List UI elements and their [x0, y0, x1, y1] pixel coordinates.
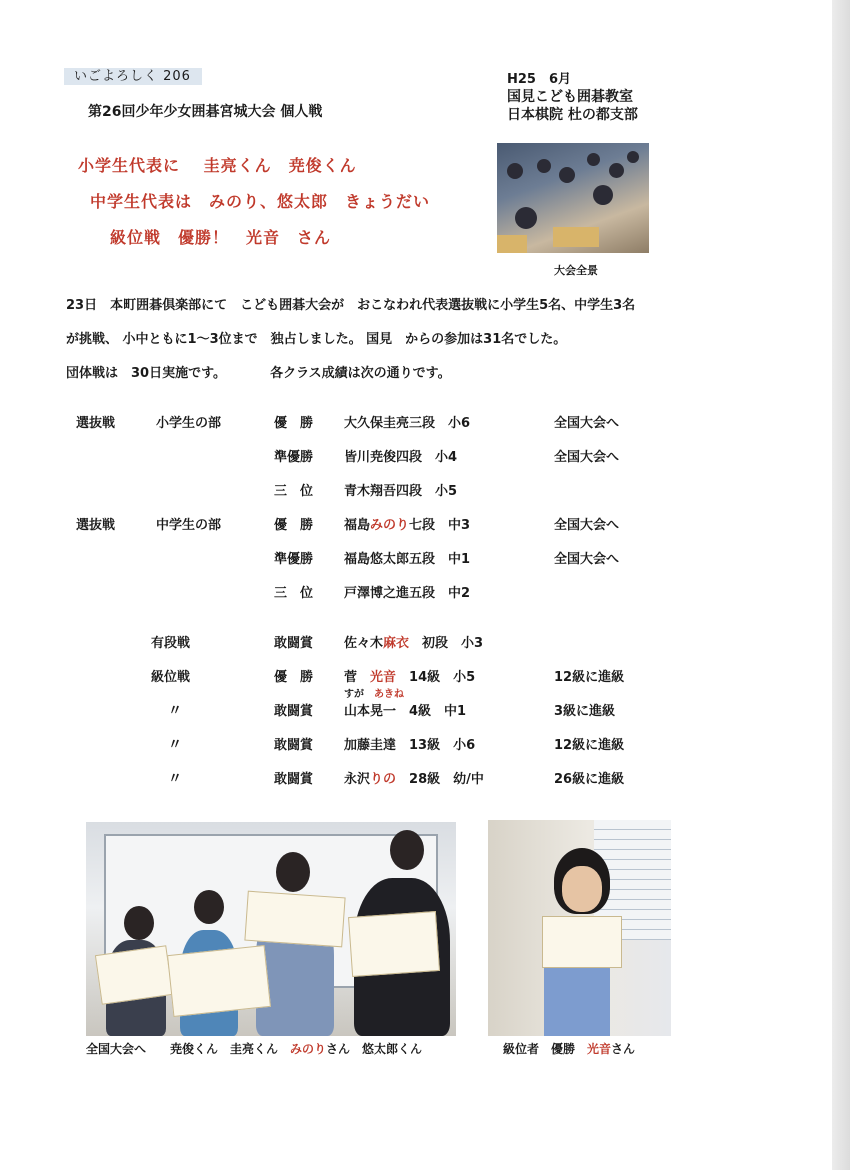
rank: 優 勝 [274, 518, 314, 533]
name-highlight: りの [370, 772, 397, 787]
results-row [0, 734, 850, 752]
rank: 敢闘賞 [274, 772, 314, 787]
advancement-note: 全国大会へ [554, 450, 620, 465]
name-part: 14級 小5 [396, 670, 476, 685]
results-row [0, 632, 850, 650]
ditto-mark: 〃 [168, 703, 182, 719]
results-row [0, 666, 850, 684]
advancement-note: 12級に進級 [554, 670, 625, 685]
name-reading [344, 685, 404, 700]
category-label: 選抜戦 [76, 518, 116, 533]
results-row [0, 768, 850, 786]
issue-date: H25 6月 [507, 72, 572, 87]
ditto-mark: 〃 [168, 771, 182, 787]
name-part: 28級 幼/中 [396, 772, 484, 787]
player-name: 大久保圭亮三段 小6 [344, 416, 471, 431]
rank: 優 勝 [274, 416, 314, 431]
caption-part: さん [611, 1042, 636, 1056]
advancement-note: 全国大会へ [554, 416, 620, 431]
player-name [344, 768, 484, 787]
advancement-note: 全国大会へ [554, 552, 620, 567]
rank: 準優勝 [274, 552, 314, 567]
ditto-mark: 〃 [168, 737, 182, 753]
report-paragraph-line-1: 23日 本町囲碁倶楽部にて こども囲碁大会が おこなわれ代表選抜戦に小学生5名、中学生3名 [66, 298, 636, 313]
player-name: 加藤圭達 13級 小6 [344, 738, 476, 753]
caption-highlight: みのり [290, 1042, 327, 1056]
national-qualifiers-photo [86, 822, 456, 1036]
results-row [0, 700, 850, 718]
kyu-winner-photo [488, 820, 671, 1036]
surname-reading: すが [344, 689, 364, 700]
player-name [344, 666, 475, 685]
organization-line-1: 国見こども囲碁教室 [507, 89, 633, 105]
tournament-hall-photo [497, 143, 649, 253]
results-row [0, 548, 850, 566]
name-part: 永沢 [344, 772, 371, 787]
headline-junior-high: 中学生代表は みのり、悠太郎 きょうだい [90, 192, 431, 211]
advancement-note: 26級に進級 [554, 772, 625, 787]
player-name: 戸澤博之進五段 中2 [344, 586, 471, 601]
rank: 三 位 [274, 484, 314, 499]
rank: 敢闘賞 [274, 704, 314, 719]
event-subtitle: 第26回少年少女囲碁宮城大会 個人戦 [88, 104, 323, 120]
issue-tag: いごよろしく 206 [64, 68, 202, 85]
results-row [0, 480, 850, 498]
rank: 優 勝 [274, 670, 314, 685]
results-row [0, 582, 850, 600]
caption-part: 級位者 優勝 [503, 1042, 588, 1056]
results-row [0, 514, 850, 532]
organization-line-2: 日本棋院 杜の都支部 [507, 107, 638, 123]
player-name: 福島悠太郎五段 中1 [344, 552, 471, 567]
headline-elementary: 小学生代表に 圭亮くん 尭俊くん [78, 156, 357, 175]
division-label: 中学生の部 [156, 518, 222, 533]
caption-part: 全国大会へ 尭俊くん 圭亮くん [86, 1042, 291, 1056]
rank: 三 位 [274, 586, 314, 601]
player-name [344, 632, 483, 651]
name-part: 菅 [344, 670, 371, 685]
team-event-note: 団体戦は 30日実施です。 [66, 366, 227, 381]
qualifiers-photo-caption [86, 1040, 422, 1057]
division-label: 小学生の部 [156, 416, 222, 431]
name-part: 初段 小3 [409, 636, 484, 651]
results-intro: 各クラス成績は次の通りです。 [270, 366, 451, 381]
results-row [0, 412, 850, 430]
results-row [0, 446, 850, 464]
report-paragraph-line-2: が挑戦、 小中ともに1～3位まで 独占しました。 国見 からの参加は31名でした。 [66, 332, 567, 347]
headline-kyu-winner: 級位戦 優勝！ 光音 さん [110, 228, 332, 247]
division-label: 有段戦 [151, 636, 191, 651]
given-name-reading: あきね [374, 689, 404, 700]
advancement-note: 全国大会へ [554, 518, 620, 533]
name-part: 七段 中3 [409, 518, 471, 533]
caption-part: さん 悠太郎くん [326, 1042, 423, 1056]
name-part: 佐々木 [344, 636, 384, 651]
rank: 敢闘賞 [274, 738, 314, 753]
winner-photo-caption [503, 1040, 635, 1057]
rank: 敢闘賞 [274, 636, 314, 651]
player-name: 皆川尭俊四段 小4 [344, 450, 458, 465]
player-name [344, 514, 470, 533]
player-name: 山本晃一 4級 中1 [344, 704, 467, 719]
name-part: 福島 [344, 518, 371, 533]
rank: 準優勝 [274, 450, 314, 465]
report-paragraph-line-3 [66, 362, 451, 381]
name-highlight: 麻衣 [383, 636, 410, 651]
category-label: 選抜戦 [76, 416, 116, 431]
hall-photo-caption: 大会全景 [554, 264, 598, 277]
name-highlight: みのり [370, 518, 410, 533]
caption-highlight: 光音 [587, 1042, 612, 1056]
name-highlight: 光音 [370, 670, 397, 685]
advancement-note: 12級に進級 [554, 738, 625, 753]
division-label: 級位戦 [151, 670, 191, 685]
player-name: 青木翔吾四段 小5 [344, 484, 458, 499]
advancement-note: 3級に進級 [554, 704, 616, 719]
